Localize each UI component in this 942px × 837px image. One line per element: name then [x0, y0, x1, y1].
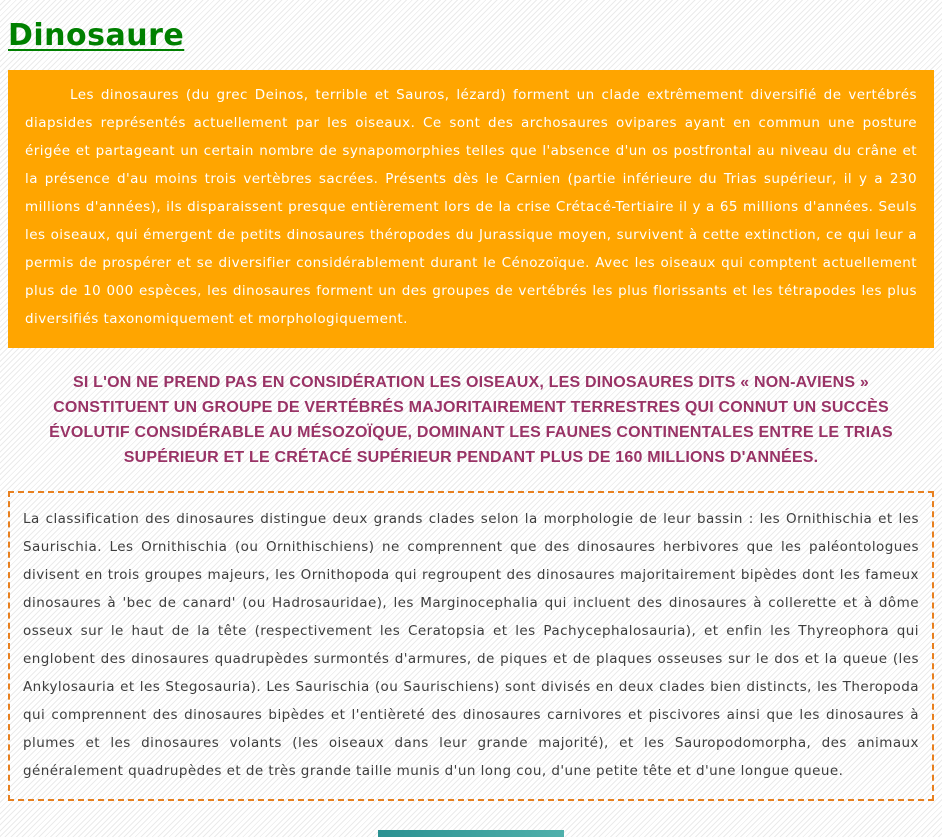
classification-panel	[8, 491, 934, 801]
highlight-paragraph: SI L'ON NE PREND PAS EN CONSIDÉRATION LES OISEAUX, LES DINOSAURES DITS « NON-AVIENS » CONSTITUENT UN GROUPE DE VERTÉBRÉS MAJORITAIREMENT TERRESTRES QUI CONNUT UN SUCCÈS ÉVOLUTIF CONSIDÉRABLE AU MÉSOZOÏQUE, DOMINANT LES FAUNES CONTINENTALES ENTRE LE TRIAS SUPÉRIEUR ET LE CRÉTACÉ SUPÉRIEUR PENDANT PLUS DE 160 MILLIONS D'ANNÉES.	[49, 374, 893, 466]
intro-paragraph: Les dinosaures (du grec Deinos, terrible et Sauros, lézard) forment un clade extrêmement diversifié de vertébrés diapsides représentés actuellement par les oiseaux. Ce sont des archosaures ovipares ayant en commun une posture érigée et partageant un certain nombre de synapomorphies telles que l'absence d'un os postfrontal au niveau du crâne et la présence d'au moins trois vertèbres sacrées. Présents dès le Carnien (partie inférieure du Trias supérieur, il y a 230 millions d'années), ils disparaissent presque entièrement lors de la crise Crétacé-Tertiaire il y a 65 millions d'années. Seuls les oiseaux, qui émergent de petits dinosaures théropodes du Jurassique moyen, survivent à cette extinction, ce qui leur a permis de prospérer et se diversifier considérablement durant le Cénozoïque. Avec les oiseaux qui comptent actuellement plus de 10 000 espèces, les dinosaures forment un des groupes de vertébrés les plus florissants et les tétrapodes les plus diversifiés taxonomiquement et morphologiquement.	[25, 87, 917, 327]
classification-paragraph: La classification des dinosaures distingue deux grands clades selon la morphologie de leur bassin : les Ornithischia et les Saurischia. Les Ornithischia (ou Ornithischiens) ne comprennent que des dinosaures herbivores que les paléontologues divisent en trois groupes majeurs, les Ornithopoda qui regroupent des dinosaures majoritairement bipèdes dont les fameux dinosaures à 'bec de canard' (ou Hadrosauridae), les Marginocephalia qui incluent des dinosaures à collerette et à dôme osseux sur le haut de la tête (respectivement les Ceratopsia et les Pachycephalosauria), et enfin les Thyreophora qui englobent des dinosaures quadrupèdes surmontés d'armures, de piques et de plaques osseuses sur le dos et la queue (les Ankylosauria et les Stegosauria). Les Saurischia (ou Saurischiens) sont divisés en deux clades bien distincts, les Theropoda qui comprennent des dinosaures bipèdes et l'entièreté des dinosaures carnivores et piscivores ainsi que les dinosaures à plumes et les dinosaures volants (les oiseaux dans leur grande majorité), et les Sauropodomorpha, des animaux généralement quadrupèdes et de très grande taille munis d'un long cou, d'une petite tête et d'une longue queue.	[23, 511, 919, 779]
bottom-teal-bar	[378, 830, 564, 837]
page-title: Dinosaure	[8, 18, 185, 53]
intro-panel	[8, 70, 934, 348]
